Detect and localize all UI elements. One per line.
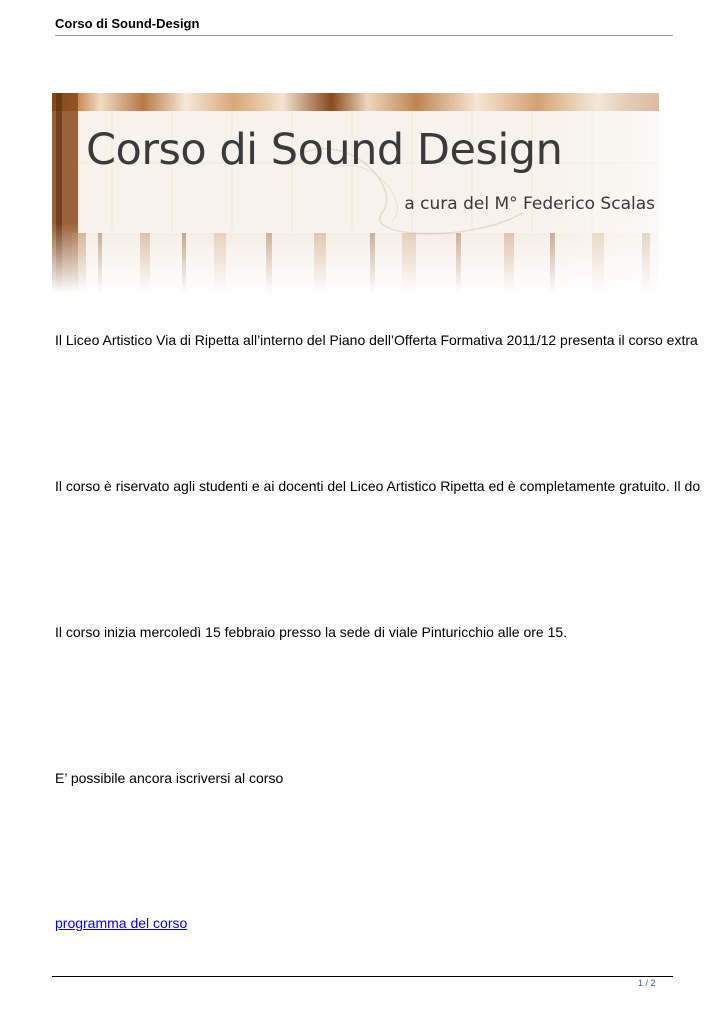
page-header — [55, 15, 673, 36]
schedule-paragraph: Il corso inizia mercoledì 15 febbraio presso la sede di viale Pinturicchio alle ore 15. — [55, 624, 568, 640]
course-program-link[interactable]: programma del corso — [55, 915, 188, 931]
course-banner-image — [52, 93, 659, 293]
page-title: Corso di Sound-Design — [55, 16, 200, 31]
intro-paragraph: Il Liceo Artistico Via di Ripetta all’interno del Piano dell’Offerta Formativa 2011/12 presenta il corso extra — [55, 332, 698, 348]
footer-divider — [52, 976, 673, 977]
banner-title: Corso di Sound Design — [86, 125, 563, 175]
banner-background — [52, 93, 659, 293]
page-number: 1 / 2 — [638, 978, 656, 988]
banner-subtitle: a cura del M° Federico Scalas — [404, 194, 655, 214]
enrollment-paragraph: E’ possibile ancora iscriversi al corso — [55, 770, 284, 786]
eligibility-paragraph: Il corso è riservato agli studenti e ai docenti del Liceo Artistico Ripetta ed è completamente gratuito. Il do — [55, 478, 701, 494]
